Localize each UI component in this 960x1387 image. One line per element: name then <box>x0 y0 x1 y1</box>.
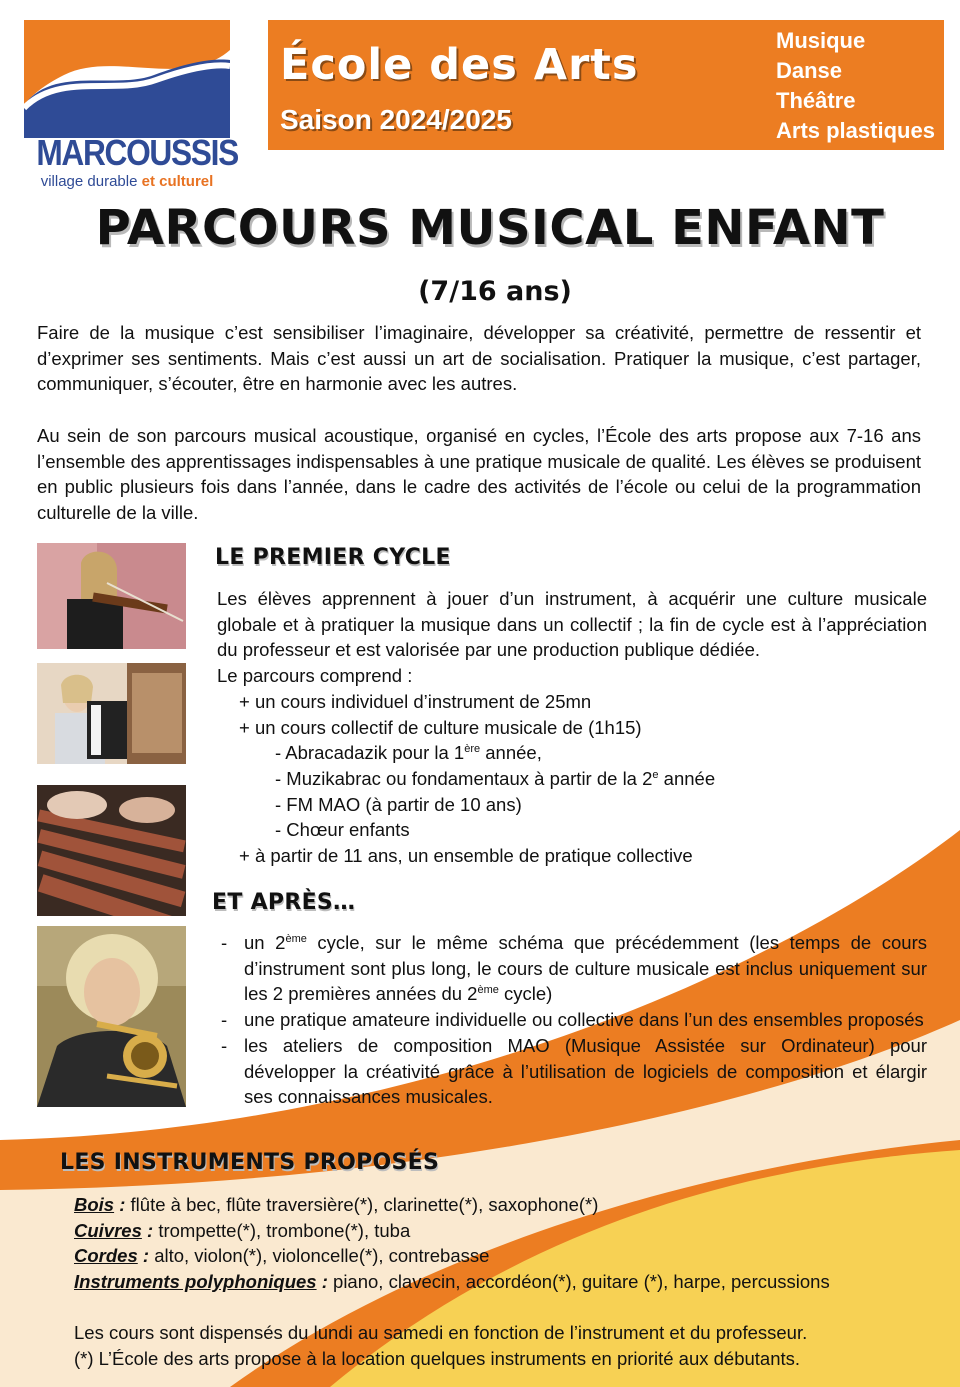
header-banner <box>268 20 944 150</box>
label-separator: : <box>114 1194 131 1215</box>
instrument-values: trompette(*), trombone(*), tuba <box>158 1219 411 1241</box>
parcours-item: + un cours individuel d’instrument de 25mn <box>239 690 592 712</box>
parcours-subitem <box>217 740 927 766</box>
item-sup: ème <box>285 932 307 945</box>
instrument-row-cuivres <box>74 1218 934 1244</box>
logo-tagline-accent: et culturel <box>141 173 214 190</box>
premier-cycle-description: Les élèves apprennent à jouer d’un instrument, à acquérir une culture musicale globale et à pratiquer la musique dans un collectif ; la fin de cycle est à l’appréciation du professeur et est valorisée par une production publique dédiée. <box>217 588 927 661</box>
subitem-text-end: année <box>658 767 716 789</box>
item-text-mid: cycle, sur le même schéma que précédemment (les temps de cours d’instrument sont plus long, le cours de culture musicale est inclus uniquement sur les 2 premières années du 2 <box>244 932 927 1005</box>
page-title: PARCOURS MUSICAL ENFANT <box>95 200 885 256</box>
parcours-item: + à partir de 11 ans, un ensemble de pratique collective <box>239 845 693 867</box>
schedule-note: Les cours sont dispensés du lundi au samedi en fonction de l’instrument et du professeur. <box>74 1322 808 1343</box>
parcours-subitem <box>217 766 927 792</box>
instrument-row-cordes <box>74 1243 934 1269</box>
discipline-item: Musique <box>776 28 866 53</box>
season-label: Saison 2024/2025 <box>280 104 512 135</box>
instrument-row-polyphoniques <box>74 1269 934 1295</box>
instrument-row-bois <box>74 1192 934 1218</box>
et-apres-list <box>217 930 927 1110</box>
et-apres-item: - les ateliers de composition MAO (Musique Assistée sur Ordinateur) pour développer la créativité grâce à l’utilisation de logiciels de composition et élargir ses connaissances musicales. <box>217 1033 927 1110</box>
instrument-label: Instruments polyphoniques <box>74 1271 317 1293</box>
subitem-sup: e <box>652 768 659 781</box>
instruments-heading: LES INSTRUMENTS PROPOSÉS <box>60 1150 440 1175</box>
marimba-photo <box>37 785 186 916</box>
logo-wave-icon <box>24 20 230 138</box>
instrument-values: flûte à bec, flûte traversière(*), clarinette(*), saxophone(*) <box>130 1194 599 1215</box>
accordion-student-photo <box>37 663 186 764</box>
footer-notes <box>74 1320 934 1371</box>
subitem-text: - Abracadazik pour la 1 <box>275 742 465 764</box>
item-sup-2: ème <box>477 984 499 997</box>
premier-cycle-content <box>217 586 927 869</box>
logo-tagline-start: village durable <box>40 173 138 190</box>
rental-note: (*) L’École des arts propose à la location quelques instruments en priorité aux débutants. <box>74 1347 801 1369</box>
item-text-end: cycle) <box>498 983 553 1005</box>
parcours-subitem: - FM MAO (à partir de 10 ans) <box>275 793 522 815</box>
instrument-values: piano, clavecin, accordéon(*), guitare (*), harpe, percussions <box>333 1271 830 1293</box>
subitem-sup: ère <box>464 743 481 756</box>
marcoussis-logo <box>24 20 238 195</box>
intro-paragraph-1: Faire de la musique c’est sensibiliser l’imaginaire, développer sa créativité, permettre de ressentir et d’exprimer ses sentiments. Mais c’est aussi un art de socialisation. Pratiquer la musique, c’est partager, communiquer, s’écouter, être en harmonie avec les autres. <box>37 322 921 395</box>
school-title: École des Arts <box>280 40 639 90</box>
subitem-text-end: année, <box>480 742 542 764</box>
et-apres-item: - une pratique amateure individuelle ou collective dans l’un des ensembles proposés <box>217 1007 927 1033</box>
instrument-label: Cordes <box>74 1245 138 1267</box>
instrument-label: Cuivres <box>74 1219 142 1241</box>
parcours-lead: Le parcours comprend : <box>217 665 413 687</box>
parcours-subitem: - Chœur enfants <box>275 819 410 841</box>
instrument-values: alto, violon(*), violoncelle(*), contrebasse <box>154 1245 490 1267</box>
label-separator: : <box>316 1271 334 1293</box>
disciplines-list <box>776 26 935 146</box>
trombone-student-photo <box>37 926 186 1107</box>
label-separator: : <box>137 1245 155 1267</box>
age-range: (7/16 ans) <box>418 276 572 307</box>
instrument-label: Bois <box>74 1194 115 1215</box>
et-apres-heading: ET APRÈS… <box>212 890 356 915</box>
intro-paragraph-2: Au sein de son parcours musical acoustique, organisé en cycles, l’École des arts propose aux 7-16 ans l’ensemble des apprentissages indispensables à une pratique musicale de qualité. Les élèves se produisent en public plusieurs fois dans l’année, dans le cadre des activités de l’école ou celui de la programmation culturelle de la ville. <box>37 425 921 524</box>
item-text: un 2 <box>244 932 286 953</box>
subitem-text: - Muzikabrac ou fondamentaux à partir de la 2 <box>275 767 653 789</box>
label-separator: : <box>141 1219 159 1241</box>
et-apres-item <box>217 930 927 1007</box>
premier-cycle-heading: LE PREMIER CYCLE <box>215 545 451 570</box>
discipline-item: Théâtre <box>776 88 856 113</box>
parcours-item: + un cours collectif de culture musicale de (1h15) <box>239 716 642 738</box>
discipline-item: Arts plastiques <box>776 118 935 143</box>
violin-student-photo <box>37 543 186 649</box>
logo-name: MARCOUSSIS <box>36 132 238 173</box>
discipline-item: Danse <box>776 58 843 83</box>
logo-tagline <box>24 173 230 190</box>
instruments-list <box>74 1192 934 1295</box>
